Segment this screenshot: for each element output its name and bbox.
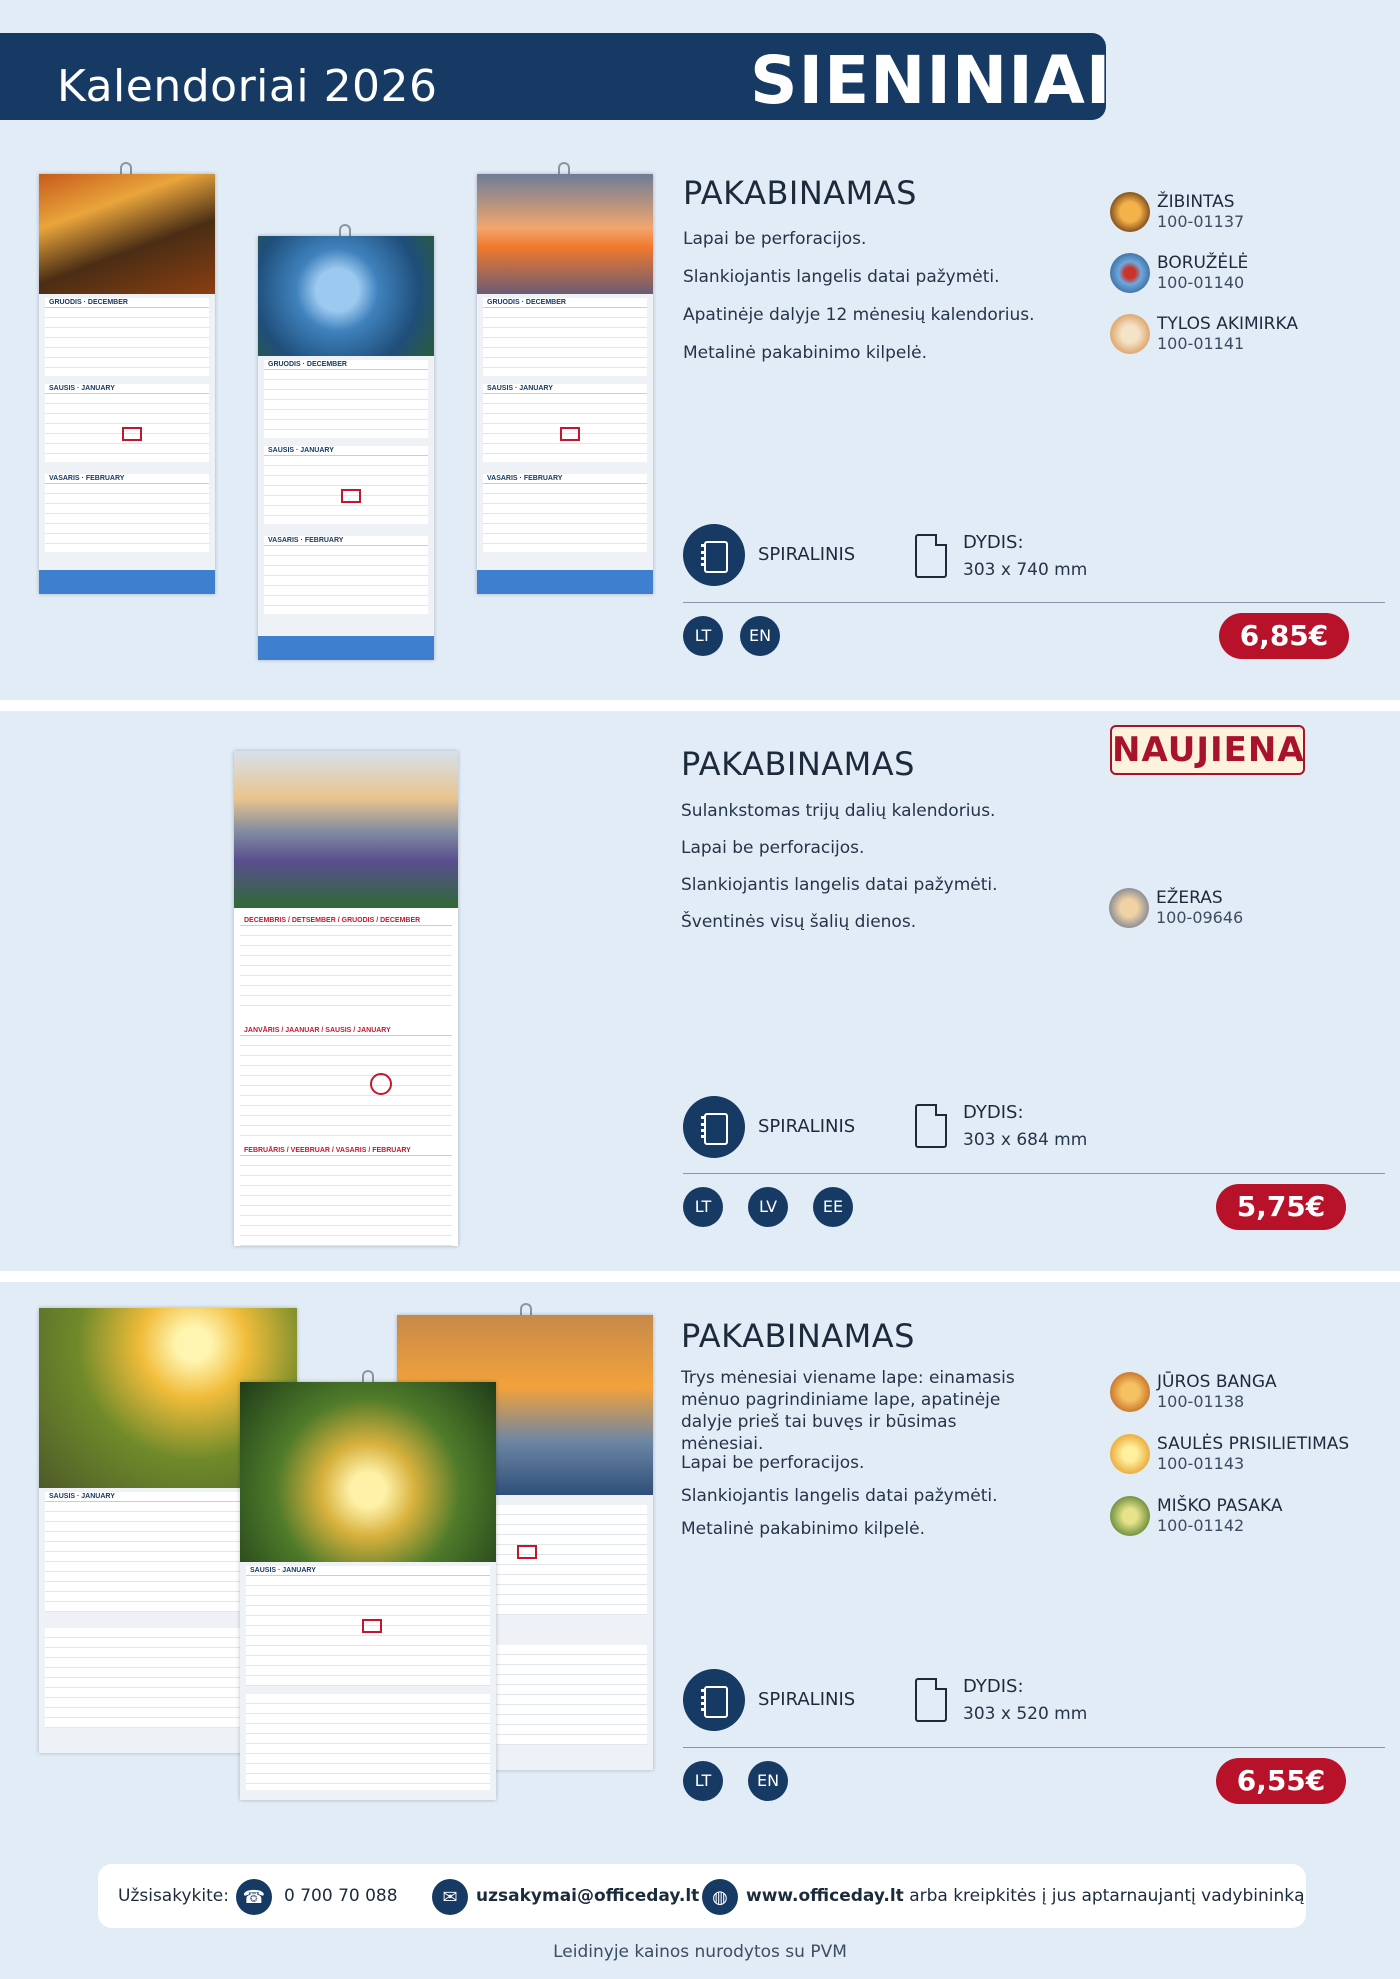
month-header: SAUSIS · JANUARY (483, 384, 647, 394)
variant-item (1110, 314, 1298, 354)
variant-thumbnail (1110, 253, 1150, 293)
variant-thumbnail (1110, 1434, 1150, 1474)
language-badge-ee: EE (813, 1187, 853, 1227)
header-left-title: Kalendoriai 2026 (57, 61, 438, 112)
variant-item (1110, 1496, 1282, 1536)
feature-text: Slankiojantis langelis datai pažymėti. (683, 267, 1000, 287)
product-section-2 (0, 711, 1400, 1271)
calendar-mockup-dandelion (477, 174, 653, 594)
month-header: VASARIS · FEBRUARY (483, 474, 647, 484)
calendar-year-strip (39, 570, 215, 594)
variant-item (1110, 192, 1244, 232)
hanging-hook (558, 162, 570, 174)
price-badge: 5,75€ (1216, 1184, 1346, 1230)
calendar-mockup-lake (234, 751, 458, 1246)
divider (683, 1173, 1385, 1174)
calendar-mockup-lantern (39, 174, 215, 594)
month-header: DECEMBRIS / DETSEMBER / GRUODIS / DECEMBER (240, 916, 452, 926)
variant-code: 100-01143 (1157, 1454, 1245, 1473)
date-marker (362, 1619, 382, 1633)
variant-name: ŽIBINTAS (1157, 192, 1235, 212)
document-icon (915, 1104, 947, 1148)
document-icon (915, 1678, 947, 1722)
product-title: PAKABINAMAS (683, 174, 917, 212)
variant-item (1110, 253, 1248, 293)
feature-text: Slankiojantis langelis datai pažymėti. (681, 1486, 998, 1506)
order-label: Užsisakykite: (118, 1886, 229, 1906)
feature-text: Sulankstomas trijų dalių kalendorius. (681, 801, 996, 821)
month-header: JANVĀRIS / JAANUAR / SAUSIS / JANUARY (240, 1026, 452, 1036)
size-value: 303 x 684 mm (963, 1130, 1088, 1150)
variant-item (1109, 888, 1243, 928)
variant-name: SAULĖS PRISILIETIMAS (1157, 1434, 1350, 1454)
month-header: SAUSIS · JANUARY (45, 384, 209, 394)
calendar-mockup-waterfall (240, 1382, 496, 1800)
variant-name: MIŠKO PASAKA (1157, 1496, 1283, 1516)
feature-text: Metalinė pakabinimo kilpelė. (683, 343, 927, 363)
product-title: PAKABINAMAS (681, 1317, 915, 1355)
size-label: DYDIS: (963, 532, 1024, 553)
size-value: 303 x 740 mm (963, 560, 1088, 580)
calendar-photo-waterfall (240, 1382, 496, 1562)
date-marker (517, 1545, 537, 1559)
feature-text: Apatinėje dalyje 12 mėnesių kalendorius. (683, 305, 1035, 325)
divider (683, 602, 1385, 603)
header-band (0, 0, 1400, 132)
phone-icon: ☎ (236, 1879, 272, 1915)
calendar-photo-lake (234, 751, 458, 908)
variant-code: 100-01137 (1157, 212, 1245, 231)
spiral-notebook-icon (683, 1669, 745, 1731)
language-badge-lv: LV (748, 1187, 788, 1227)
globe-icon: ◍ (702, 1879, 738, 1915)
feature-text: Slankiojantis langelis datai pažymėti. (681, 875, 998, 895)
feature-text: Šventinės visų šalių dienos. (681, 912, 917, 932)
feature-text: Lapai be perforacijos. (681, 1453, 865, 1473)
variant-thumbnail (1110, 1496, 1150, 1536)
variant-code: 100-01138 (1157, 1392, 1245, 1411)
language-badge-lt: LT (683, 1187, 723, 1227)
variant-thumbnail (1110, 192, 1150, 232)
variant-name: EŽERAS (1156, 888, 1223, 908)
header-right-title: SIENINIAI (750, 42, 1112, 119)
calendar-year-strip (258, 636, 434, 660)
language-badge-lt: LT (683, 616, 723, 656)
price-badge: 6,85€ (1219, 613, 1349, 659)
binding-label: SPIRALINIS (758, 1116, 856, 1137)
size-label: DYDIS: (963, 1102, 1024, 1123)
email-link[interactable] (476, 1886, 699, 1906)
month-header: FEBRUĀRIS / VEEBRUAR / VASARIS / FEBRUARY (240, 1146, 452, 1156)
month-header: VASARIS · FEBRUARY (264, 536, 428, 546)
hanging-hook (339, 224, 351, 236)
variant-item (1110, 1372, 1277, 1412)
language-badge-en: EN (740, 616, 780, 656)
month-header: SAUSIS · JANUARY (45, 1492, 291, 1502)
feature-text: Lapai be perforacijos. (683, 229, 867, 249)
month-header: SAUSIS · JANUARY (246, 1566, 490, 1576)
calendar-photo-ladybug (258, 236, 434, 356)
price-badge: 6,55€ (1216, 1758, 1346, 1804)
size-value: 303 x 520 mm (963, 1704, 1088, 1724)
variant-name: JŪROS BANGA (1157, 1372, 1277, 1392)
feature-text: Lapai be perforacijos. (681, 838, 865, 858)
date-marker (370, 1073, 392, 1095)
binding-label: SPIRALINIS (758, 544, 856, 565)
spiral-notebook-icon (683, 524, 745, 586)
calendar-photo-dandelion (477, 174, 653, 294)
calendar-year-strip (477, 570, 653, 594)
vat-note: Leidinyje kainos nurodytos su PVM (553, 1942, 847, 1962)
hanging-hook (520, 1303, 532, 1315)
document-icon (915, 534, 947, 578)
month-header: GRUODIS · DECEMBER (45, 298, 209, 308)
product-section-1 (0, 132, 1400, 700)
date-marker (560, 427, 580, 441)
size-label: DYDIS: (963, 1676, 1024, 1697)
hanging-hook (120, 162, 132, 174)
variant-thumbnail (1109, 888, 1149, 928)
calendar-mockup-ladybug (258, 236, 434, 660)
divider (683, 1747, 1385, 1748)
website-link[interactable]: www.officeday.lt (746, 1886, 904, 1906)
date-marker (122, 427, 142, 441)
variant-code: 100-01142 (1157, 1516, 1245, 1535)
variant-code: 100-09646 (1156, 908, 1244, 927)
hanging-hook (362, 1370, 374, 1382)
language-badge-lt: LT (683, 1761, 723, 1801)
new-badge: NAUJIENA (1110, 725, 1305, 775)
spiral-notebook-icon (683, 1096, 745, 1158)
variant-item (1110, 1434, 1349, 1474)
website-suffix: arba kreipkitės į jus aptarnaujantį vadybininką (909, 1886, 1305, 1906)
variant-name: TYLOS AKIMIRKA (1157, 314, 1298, 334)
month-header: VASARIS · FEBRUARY (45, 474, 209, 484)
variant-thumbnail (1110, 314, 1150, 354)
binding-label: SPIRALINIS (758, 1689, 856, 1710)
feature-text: Metalinė pakabinimo kilpelė. (681, 1519, 925, 1539)
date-marker (341, 489, 361, 503)
month-header: GRUODIS · DECEMBER (483, 298, 647, 308)
website-line (746, 1886, 1305, 1906)
month-header: GRUODIS · DECEMBER (264, 360, 428, 370)
variant-name: BORUŽĖLĖ (1157, 253, 1249, 273)
feature-text: Trys mėnesiai viename lape: einamasis mėnuo pagrindiniame lape, apatinėje dalyje prieš tai buvęs ir būsimas mėnesiai. (681, 1368, 1015, 1454)
calendar-photo-lantern (39, 174, 215, 294)
header-bar (0, 33, 1112, 120)
phone-number[interactable]: 0 700 70 088 (284, 1886, 398, 1906)
variant-code: 100-01140 (1157, 273, 1245, 292)
product-title: PAKABINAMAS (681, 745, 915, 783)
envelope-icon: ✉ (432, 1879, 468, 1915)
email-text: uzsakymai@officeday.lt (476, 1886, 700, 1906)
variant-code: 100-01141 (1157, 334, 1245, 353)
language-badge-en: EN (748, 1761, 788, 1801)
variant-thumbnail (1110, 1372, 1150, 1412)
month-header: SAUSIS · JANUARY (264, 446, 428, 456)
